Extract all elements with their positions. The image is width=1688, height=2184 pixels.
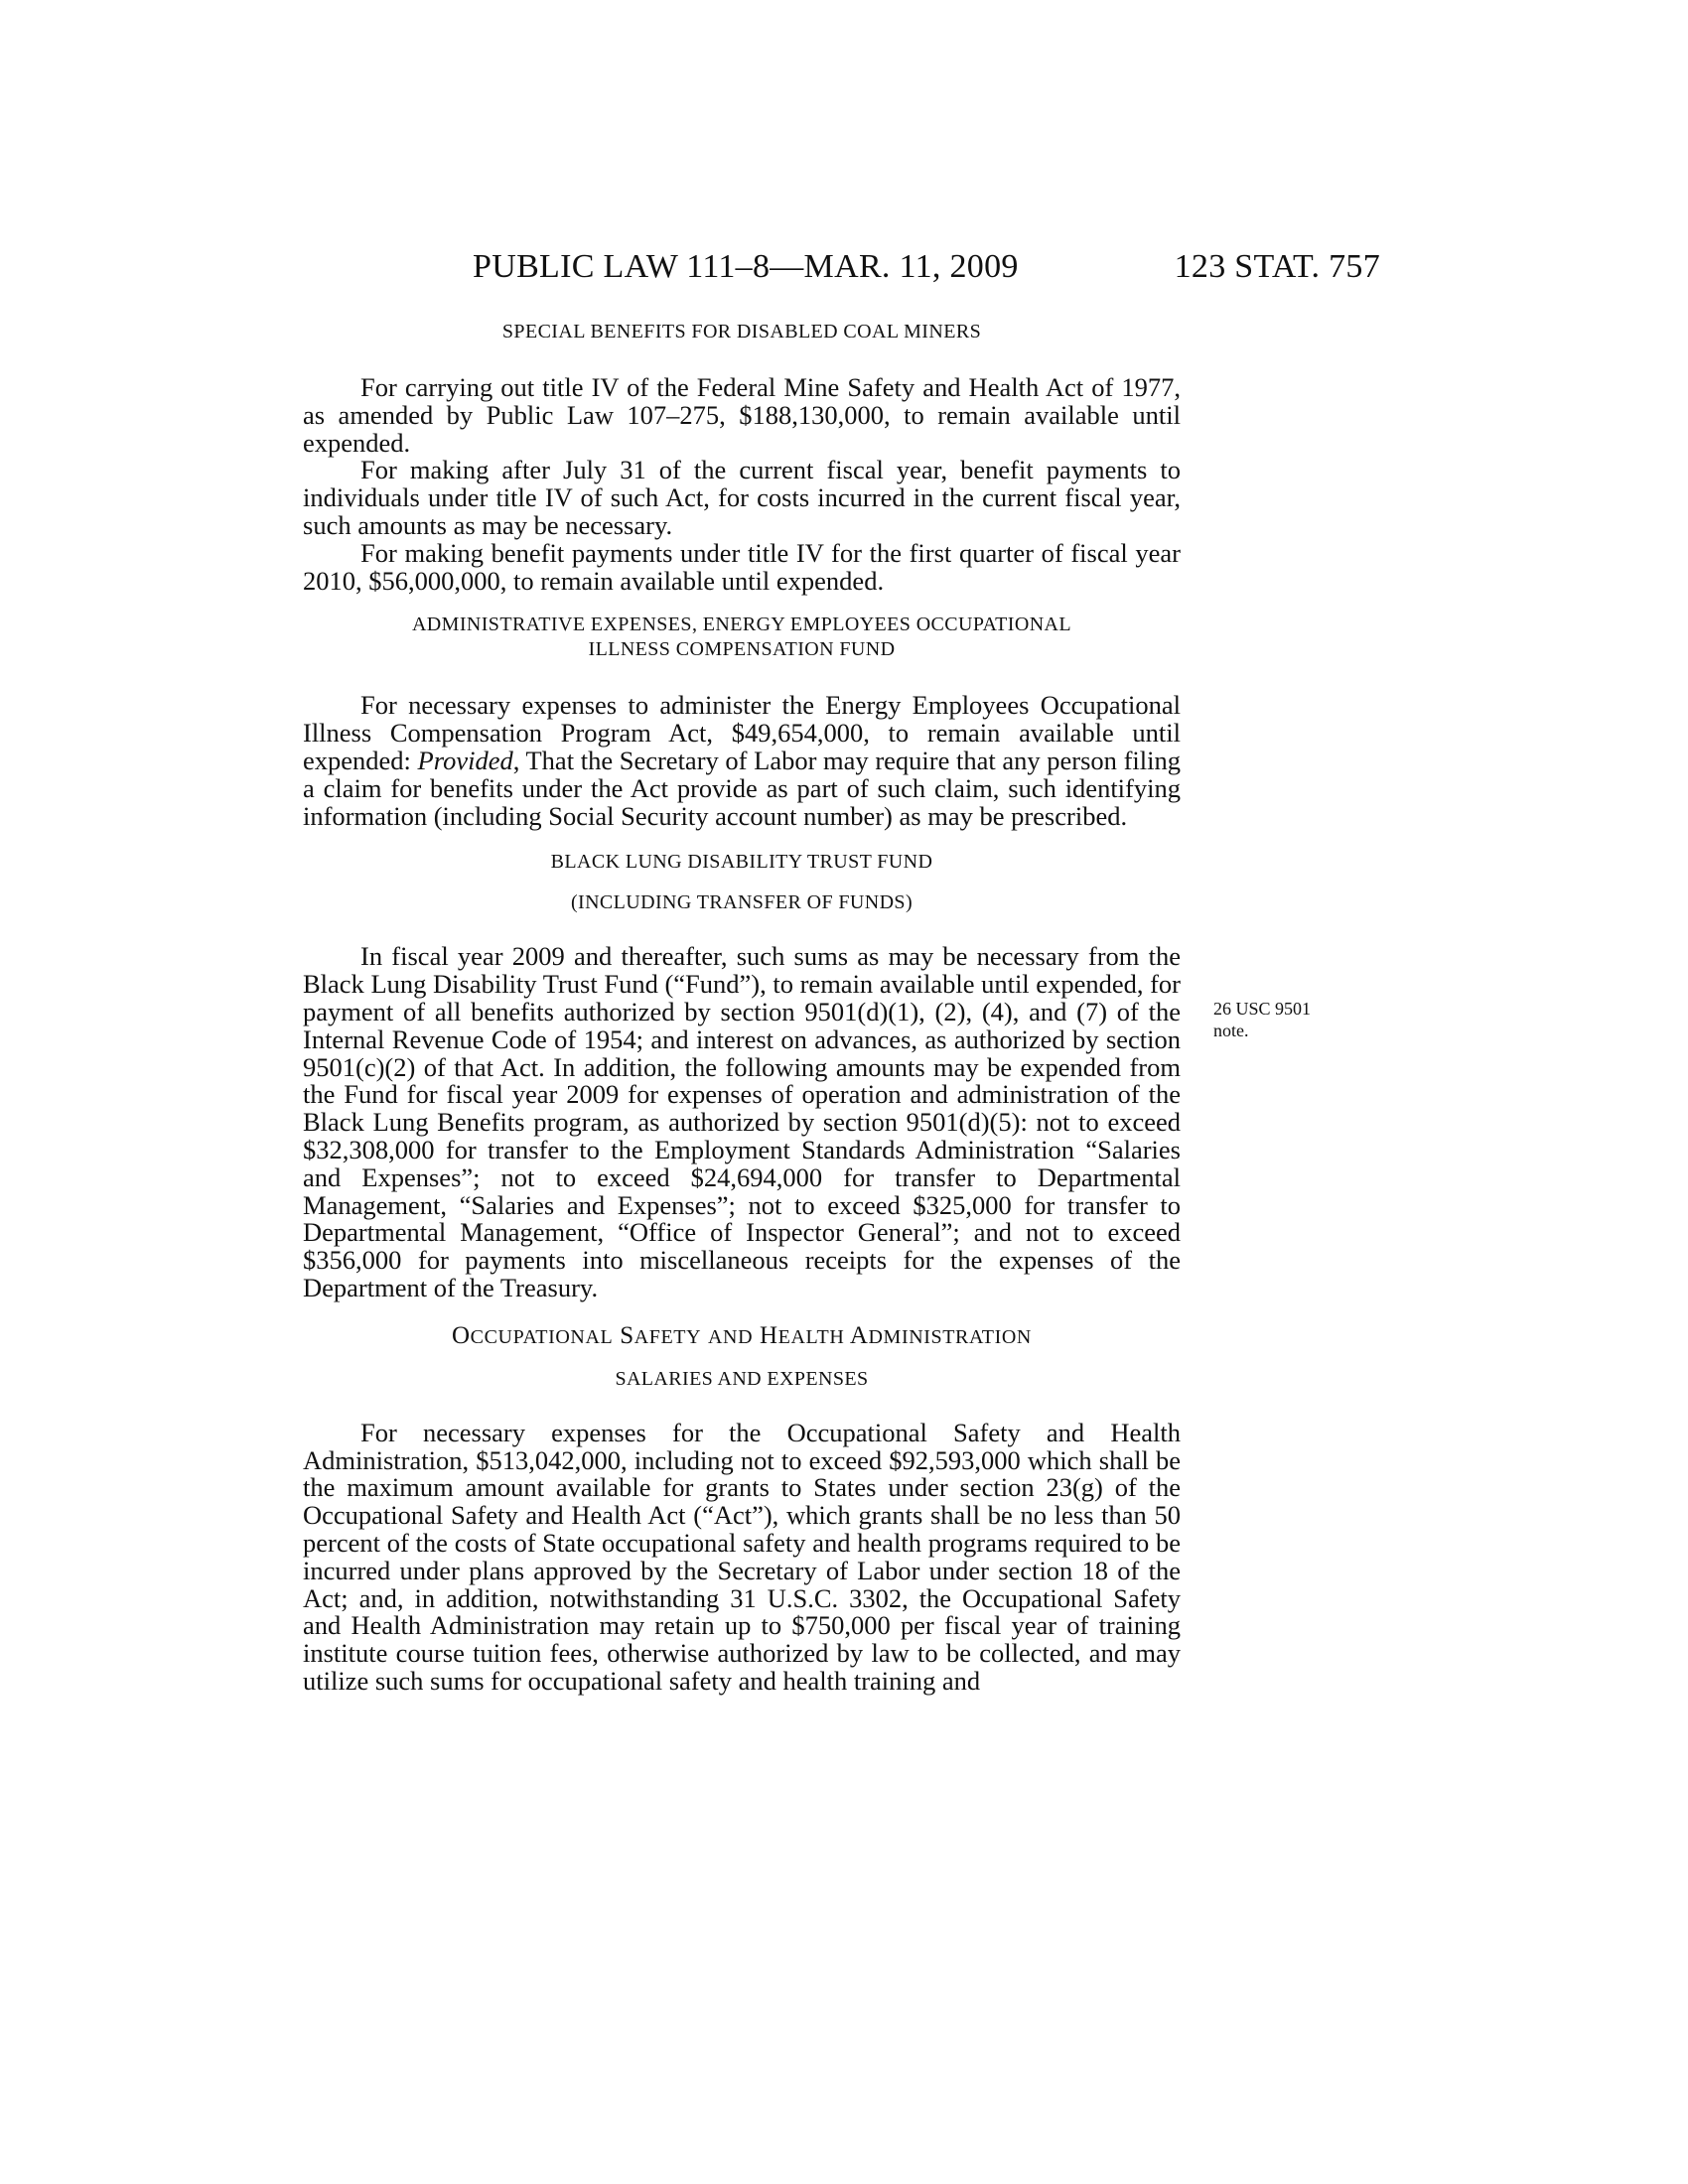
section-eeoic-fund <box>303 613 1181 830</box>
section-heading-line-1: ADMINISTRATIVE EXPENSES, ENERGY EMPLOYEES OCCUPATIONAL <box>411 614 1072 636</box>
margin-note-citation <box>1213 998 1311 1041</box>
section-heading: SALARIES AND EXPENSES <box>615 1367 869 1390</box>
paragraph <box>303 692 1181 830</box>
page-header-title: PUBLIC LAW 111–8—MAR. 11, 2009 <box>473 248 1019 285</box>
margin-note-line-1: 26 USC 9501 <box>1213 999 1312 1019</box>
section-black-lung-fund <box>303 850 1181 1301</box>
margin-note-line-2: note. <box>1213 1021 1249 1040</box>
agency-heading: OCCUPATIONAL SAFETY AND HEALTH ADMINISTRATION <box>452 1321 1032 1349</box>
paragraph: For making after July 31 of the current fiscal year, benefit payments to individuals under title IV of such Act, for costs incurred in the current fiscal year, such amounts as may be necessary. <box>303 455 1181 540</box>
paragraph-text: , That the Secretary of Labor may require that any person filing a claim for benefits under the Act provide as part of such claim, such identifying information (including Social Security account number) as may be prescribed. <box>303 745 1181 831</box>
section-subheading: (INCLUDING TRANSFER OF FUNDS) <box>570 891 914 914</box>
provided-italic: Provided <box>417 745 513 775</box>
paragraph: For making benefit payments under title IV for the first quarter of fiscal year 2010, $56,000,000, to remain available until expended. <box>303 537 1181 596</box>
paragraph: For necessary expenses for the Occupational Safety and Health Administration, $513,042,000, including not to exceed $92,593,000 which shall be the maximum amount available for grants to States under section 23(g) of the Occupational Safety and Health Act (“Act”), which grants shall be no less than 50 percent of the costs of State occupational safety and health programs required to be incurred under plans approved by the Secretary of Labor under section 18 of the Act; and, in addition, notwithstanding 31 U.S.C. 3302, the Occupational Safety and Health Administration may retain up to $750,000 per fiscal year of training institute course tuition fees, otherwise authorized by law to be collected, and may utilize such sums for occupational safety and health training and <box>303 1417 1181 1696</box>
section-heading: BLACK LUNG DISABILITY TRUST FUND <box>550 851 933 874</box>
section-special-benefits-coal-miners <box>303 320 1181 595</box>
running-header <box>298 248 1380 294</box>
paragraph-text: For necessary expenses to administer the Energy Employees Occupational Illness Compensation Program Act, $49,654,000, to remain available until expended: <box>303 690 1181 775</box>
paragraph: In fiscal year 2009 and thereafter, such sums as may be necessary from the Black Lung Disability Trust Fund (“Fund”), to remain available until expended, for payment of all benefits authorized by section 9501(d)(1), (2), (4), and (7) of the Internal Revenue Code of 1954; and interest on advances, as authorized by section 9501(c)(2) of that Act. In addition, the following amounts may be expended from the Fund for fiscal year 2009 for expenses of operation and administration of the Black Lung Benefits program, as authorized by section 9501(d)(5): not to exceed $32,308,000 for transfer to the Employment Standards Administration “Salaries and Expenses”; not to exceed $24,694,000 for transfer to Departmental Management, “Salaries and Expenses”; not to exceed $325,000 for transfer to Departmental Management, “Office of Inspector General”; and not to exceed $356,000 for payments into miscellaneous receipts for the expenses of the Department of the Treasury. <box>303 941 1181 1302</box>
body-column <box>303 320 1181 1696</box>
section-heading: SPECIAL BENEFITS FOR DISABLED COAL MINERS <box>501 321 982 342</box>
section-osha <box>303 1322 1181 1696</box>
section-heading-line-2: ILLNESS COMPENSATION FUND <box>588 638 896 661</box>
paragraph: For carrying out title IV of the Federal Mine Safety and Health Act of 1977, as amended by Public Law 107–275, $188,130,000, to remain available until expended. <box>303 372 1181 458</box>
page-header-stat-citation: 123 STAT. 757 <box>1174 248 1380 285</box>
